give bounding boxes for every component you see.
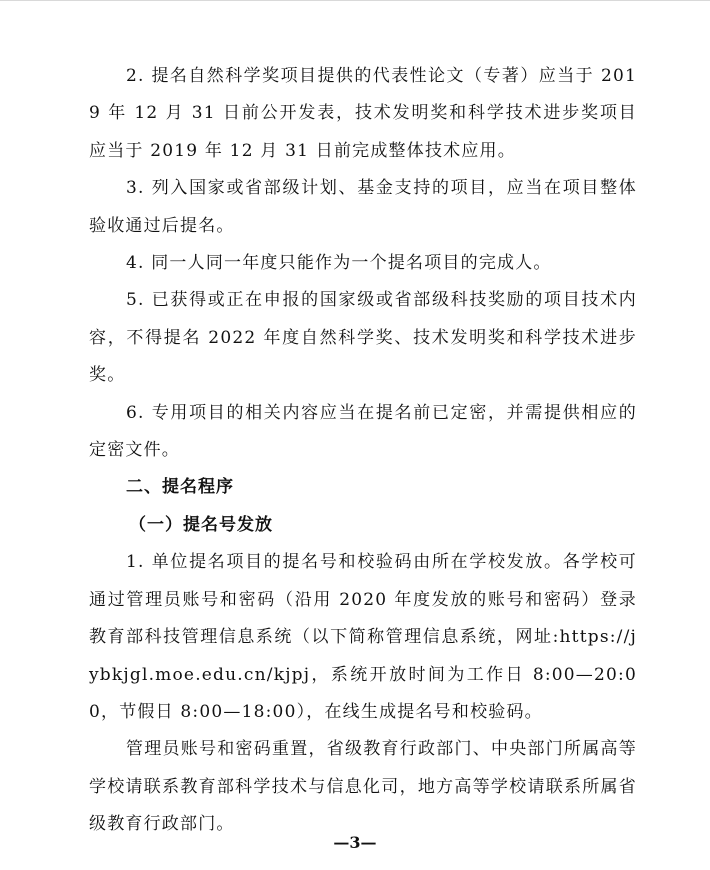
paragraph-item-5: 5. 已获得或正在申报的国家级或省部级科技奖励的项目技术内容，不得提名 2022 年度自然科学奖、技术发明奖和科学技术进步奖。 — [89, 290, 637, 386]
procedure-paragraph-2: 管理员账号和密码重置，省级教育行政部门、中央部门所属高等学校请联系教育部科学技术与信息化司，地方高等学校请联系所属省级教育行政部门。 — [89, 739, 637, 835]
paragraph-item-4: 4. 同一人同一年度只能作为一个提名项目的完成人。 — [126, 253, 552, 274]
top-divider — [0, 0, 710, 1]
paragraph-item-3: 3. 列入国家或省部级计划、基金支持的项目，应当在项目整体验收通过后提名。 — [89, 178, 637, 236]
paragraph-item-2: 2. 提名自然科学奖项目提供的代表性论文（专著）应当于 2019 年 12 月 31 日前公开发表，技术发明奖和科学技术进步奖项目应当于 2019 年 12 月 31 日前完成整体技术应用。 — [89, 66, 637, 161]
procedure-paragraph-1: 1. 单位提名项目的提名号和校验码由所在学校发放。各学校可通过管理员账号和密码（沿用 2020 年度发放的账号和密码）登录教育部科技管理信息系统（以下简称管理信息系统，网址:https://jybkjgl.moe.edu.cn/kjpj，系统开放时间为工作日 8:00—20:00，节假日 8:00—18:00），在线生成提名号和校验码。 — [89, 552, 637, 722]
subsection-heading: （一）提名号发放 — [129, 514, 273, 535]
page-number: —3— — [333, 833, 377, 852]
document-body — [89, 58, 637, 844]
paragraph-item-6: 6. 专用项目的相关内容应当在提名前已定密，并需提供相应的定密文件。 — [89, 402, 637, 461]
section-heading: 二、提名程序 — [126, 477, 234, 498]
